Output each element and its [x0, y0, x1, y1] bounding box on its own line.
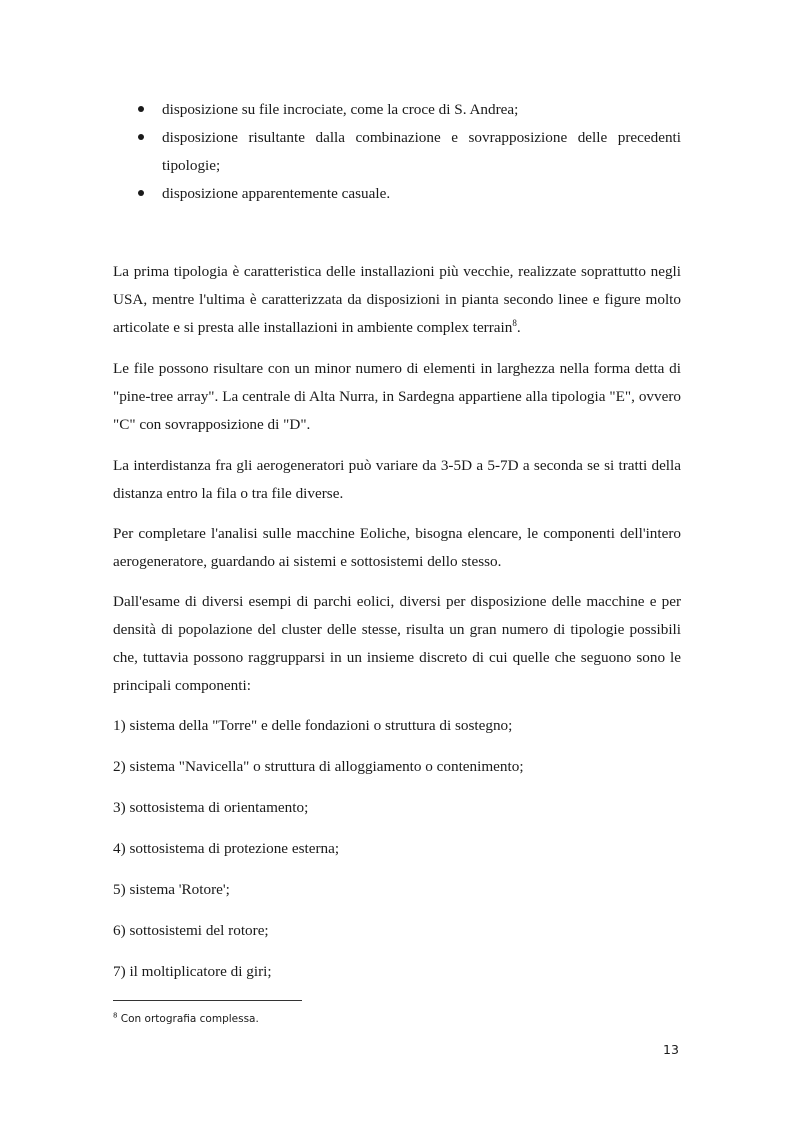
- list-item: 3) sottosistema di orientamento;: [113, 799, 309, 816]
- footnote-ref: 8: [512, 317, 517, 328]
- bullet-item: disposizione su file incrociate, come la croce di S. Andrea;: [136, 96, 681, 124]
- paragraph-1: La prima tipologia è caratteristica delle installazioni più vecchie, realizzate soprattutto negli USA, mentre l'ultima è caratterizzata da disposizioni in pianta secondo linee e figure molto articolate e si presta alle installazioni in ambiente complex terrain$^8$.: [113, 263, 681, 336]
- list-item: 5) sistema 'Rotore';: [113, 881, 230, 898]
- bullet-icon: [138, 190, 144, 196]
- footnote-divider: [113, 1000, 302, 1001]
- paragraph-4: Per completare l'analisi sulle macchine Eoliche, bisogna elencare, le componenti dell'intero aerogeneratore, guardando ai sistemi e sottosistemi dello stesso.: [113, 525, 681, 570]
- bullet-item: disposizione apparentemente casuale.: [136, 180, 681, 208]
- bullet-item: disposizione risultante dalla combinazione e sovrapposizione delle precedenti tipologie;: [136, 124, 681, 180]
- list-item: 7) il moltiplicatore di giri;: [113, 963, 272, 980]
- list-item: 6) sottosistemi del rotore;: [113, 922, 269, 939]
- page-number: 13: [663, 1042, 679, 1057]
- bullet-icon: [138, 106, 144, 112]
- bullet-icon: [138, 134, 144, 140]
- list-item: 4) sottosistema di protezione esterna;: [113, 840, 340, 857]
- bullet-list: [136, 96, 681, 208]
- list-item: 1) sistema della "Torre" e delle fondazioni o struttura di sostegno;: [113, 717, 513, 734]
- footnote: $^8$ Con ortografia complessa.: [113, 1011, 259, 1025]
- list-item: 2) sistema "Navicella" o struttura di alloggiamento o contenimento;: [113, 758, 524, 775]
- paragraph-5: Dall'esame di diversi esempi di parchi eolici, diversi per disposizione delle macchine e per densità di popolazione del cluster delle stesse, risulta un gran numero di tipologie possibili che, tuttavia possono raggrupparsi in un insieme discreto di cui quelle che seguono sono le principali componenti:: [113, 593, 681, 694]
- paragraph-3: La interdistanza fra gli aerogeneratori può variare da 3-5D a 5-7D a seconda se si tratti della distanza entro la fila o tra file diverse.: [113, 457, 681, 502]
- paragraph-2: Le file possono risultare con un minor numero di elementi in larghezza nella forma detta di "pine-tree array". La centrale di Alta Nurra, in Sardegna appartiene alla tipologia "E", ovvero "C" con sovrapposizione di "D".: [113, 360, 681, 433]
